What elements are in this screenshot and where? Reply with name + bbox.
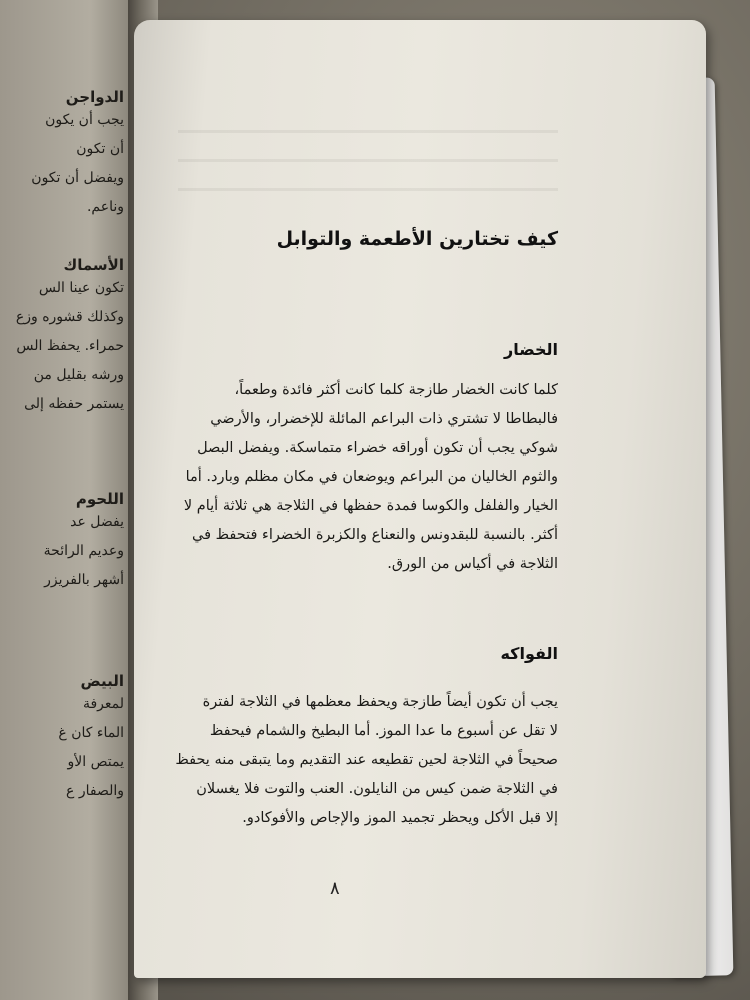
right-page	[134, 20, 706, 978]
left-section-heading: البيض	[80, 672, 124, 690]
left-section-meat	[0, 490, 124, 595]
text-line: أكثر. بالنسبة للبقدونس والنعناع والكزبرة الخضراء فتحفظ في	[192, 527, 558, 543]
left-section-heading: الدواجن	[65, 88, 124, 106]
left-line: يفضل عد	[70, 514, 124, 530]
left-line: لمعرفة	[82, 696, 124, 712]
left-line: والصفار ع	[66, 783, 124, 799]
text-line: والثوم الخاليان من البراعم ويوضعان في مكان مظلم وبارد. أما	[185, 469, 558, 485]
left-section-eggs	[0, 672, 124, 806]
vegetables-paragraph	[158, 376, 558, 579]
text-line: الخيار والفلفل والكوسا فمدة حفظها في الثلاجة هي ثلاثة أيام لا	[183, 498, 558, 514]
section-heading-fruits: الفواكه	[500, 644, 558, 663]
left-line: الماء كان غ	[58, 725, 124, 741]
left-line: ورشه بقليل من	[33, 367, 124, 383]
page-title: كيف تختارين الأطعمة والتوابل	[276, 228, 558, 250]
show-through-text	[178, 116, 558, 216]
text-line: في الثلاجة ضمن كيس من النايلون. العنب والتوت فلا يغسلان	[196, 781, 558, 797]
left-line: حمراء. يحفظ الس	[16, 338, 124, 354]
section-heading-vegetables: الخضار	[503, 340, 558, 359]
text-line: صحيحاً في الثلاجة لحين تقطيعه عند التقديم وما يتبقى منه يحفظ	[175, 752, 558, 768]
left-line: يستمر حفظه إلى	[24, 396, 124, 412]
left-section-poultry	[0, 88, 124, 222]
fruits-paragraph	[158, 688, 558, 833]
left-section-fish	[0, 256, 124, 419]
left-line: أشهر بالفريزر	[44, 572, 124, 588]
left-line: وكذلك قشوره وزع	[15, 309, 124, 325]
text-line: يجب أن تكون أيضاً طازجة ويحفظ معظمها في الثلاجة لفترة	[202, 694, 558, 710]
left-line: ويفضل أن تكون	[31, 170, 124, 186]
text-line: الثلاجة في أكياس من الورق.	[387, 556, 558, 572]
text-line: لا تقل عن أسبوع ما عدا الموز. أما البطيخ والشمام فيحفظ	[209, 723, 558, 739]
text-line: إلا قبل الأكل ويحظر تجميد الموز والإجاص والأفوكادو.	[242, 810, 558, 826]
left-section-heading: اللحوم	[75, 490, 124, 508]
left-line: أن تكون	[76, 141, 124, 157]
left-line: وعديم الرائحة	[43, 543, 124, 559]
left-line: تكون عينا الس	[38, 280, 124, 296]
left-line: يجب أن يكون	[45, 112, 124, 128]
text-line: شوكي يجب أن تكون أوراقه خضراء متماسكة. ويفضل البصل	[197, 440, 558, 456]
left-line: وناعم.	[86, 199, 124, 215]
left-line: يمتص الأو	[67, 754, 124, 770]
text-line: كلما كانت الخضار طازجة كلما كانت أكثر فائدة وطعماً،	[234, 382, 558, 398]
page-number: ٨	[330, 878, 340, 899]
text-line: فالبطاطا لا تشتري ذات البراعم المائلة للإخضرار، والأرضي	[210, 411, 558, 427]
left-section-heading: الأسماك	[63, 256, 124, 274]
